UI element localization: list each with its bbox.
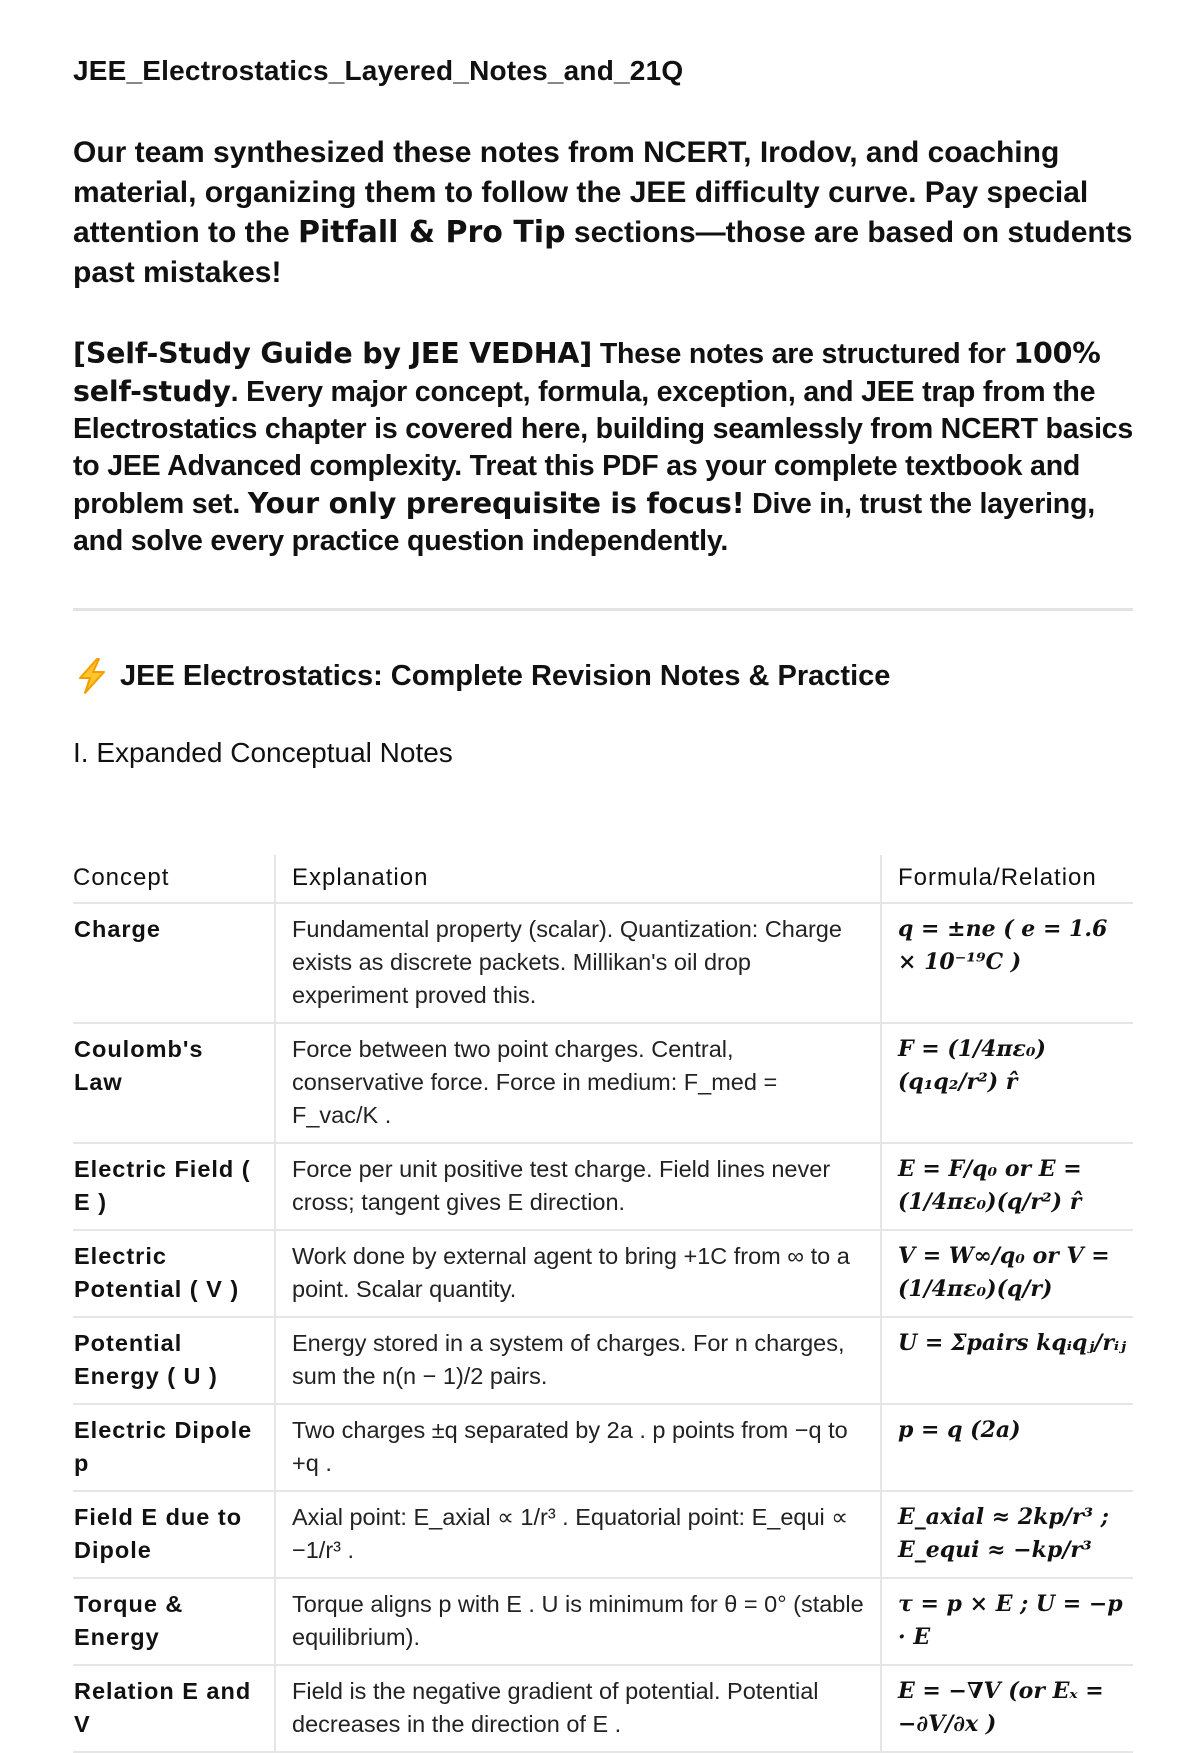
concept-notes-table <box>73 855 1133 1753</box>
guide-text-3: Dive in, trust the layering, and solve every practice question independently. <box>73 488 1095 557</box>
formula-cell: p = q (2a) <box>881 1404 1133 1491</box>
explanation-cell: Axial point: E_axial ∝ 1/r³ . Equatorial point: E_equi ∝ −1/r³ . <box>275 1491 881 1578</box>
document-title: JEE_Electrostatics_Layered_Notes_and_21Q <box>73 55 684 86</box>
explanation-cell: Torque aligns p with E . U is minimum for θ = 0° (stable equilibrium). <box>275 1578 881 1665</box>
formula-cell: U = Σpairs kqᵢqⱼ/rᵢⱼ <box>881 1317 1133 1404</box>
lightning-bolt-icon <box>73 657 111 695</box>
intro-text-after: sections—those are based on students past mistakes! <box>73 216 1133 289</box>
concept-cell: Electric Field ( E ) <box>73 1143 275 1230</box>
formula-cell: E_axial ≈ 2kp/r³ ; E_equi ≈ −kp/r³ <box>881 1491 1133 1578</box>
table-row <box>73 1491 1133 1578</box>
column-header-concept: Concept <box>73 855 275 903</box>
concept-cell: Torque & Energy <box>73 1578 275 1665</box>
table-row <box>73 1143 1133 1230</box>
table-row <box>73 1023 1133 1143</box>
formula-cell: q = ±ne ( e = 1.6 × 10⁻¹⁹C ) <box>881 903 1133 1023</box>
column-header-formula: Formula/Relation <box>881 855 1133 903</box>
concept-cell: Electric Dipole p <box>73 1404 275 1491</box>
guide-emphasis-1: 100% self-study <box>73 337 1101 408</box>
table-row <box>73 1230 1133 1317</box>
concept-cell: Charge <box>73 903 275 1023</box>
main-heading <box>73 657 890 695</box>
formula-cell: V = W∞/q₀ or V = (1/4πε₀)(q/r) <box>881 1230 1133 1317</box>
main-heading-text: JEE Electrostatics: Complete Revision Notes & Practice <box>120 659 891 692</box>
concept-cell: Electric Potential ( V ) <box>73 1230 275 1317</box>
self-study-guide-paragraph <box>73 335 1143 560</box>
explanation-cell: Fundamental property (scalar). Quantization: Charge exists as discrete packets. Millikan's oil drop experiment proved this. <box>275 903 881 1023</box>
table-row <box>73 903 1133 1023</box>
intro-paragraph <box>73 133 1133 293</box>
explanation-cell: Force per unit positive test charge. Field lines never cross; tangent gives E direction. <box>275 1143 881 1230</box>
guide-label: [Self-Study Guide by JEE VEDHA] <box>73 337 593 370</box>
intro-emphasis: Pitfall & Pro Tip <box>297 215 566 250</box>
intro-text-before: Our team synthesized these notes from NCERT, Irodov, and coaching material, organizing them to follow the JEE difficulty curve. Pay special attention to the <box>73 136 1089 249</box>
concept-cell: Potential Energy ( U ) <box>73 1317 275 1404</box>
table-row <box>73 1665 1133 1752</box>
explanation-cell: Two charges ±q separated by 2a . p points from −q to +q . <box>275 1404 881 1491</box>
explanation-cell: Energy stored in a system of charges. For n charges, sum the n(n − 1)/2 pairs. <box>275 1317 881 1404</box>
column-header-explanation: Explanation <box>275 855 881 903</box>
table-row <box>73 1578 1133 1665</box>
explanation-cell: Force between two point charges. Central, conservative force. Force in medium: F_med = F_vac/K . <box>275 1023 881 1143</box>
section-heading: I. Expanded Conceptual Notes <box>73 737 453 768</box>
explanation-cell: Field is the negative gradient of potential. Potential decreases in the direction of E . <box>275 1665 881 1752</box>
table-header-row <box>73 855 1133 903</box>
formula-cell: F = (1/4πε₀)(q₁q₂/r²) r̂ <box>881 1023 1133 1143</box>
explanation-cell: Work done by external agent to bring +1C from ∞ to a point. Scalar quantity. <box>275 1230 881 1317</box>
formula-cell: E = F/q₀ or E = (1/4πε₀)(q/r²) r̂ <box>881 1143 1133 1230</box>
guide-emphasis-2: Your only prerequisite is focus! <box>247 487 745 520</box>
concept-cell: Field E due to Dipole <box>73 1491 275 1578</box>
concept-cell: Relation E and V <box>73 1665 275 1752</box>
formula-cell: τ = p × E ; U = −p · E <box>881 1578 1133 1665</box>
concept-cell: Coulomb's Law <box>73 1023 275 1143</box>
guide-text-1: These notes are structured for <box>592 338 1014 370</box>
table-row <box>73 1317 1133 1404</box>
guide-text-2: . Every major concept, formula, exception, and JEE trap from the Electrostatics chapter is covered here, building seamlessly from NCERT basics to JEE Advanced complexity. Treat this PDF as your complete textbook and problem set. <box>73 376 1134 520</box>
table-row <box>73 1404 1133 1491</box>
horizontal-divider <box>73 608 1133 611</box>
formula-cell: E = −∇V (or Eₓ = −∂V/∂x ) <box>881 1665 1133 1752</box>
